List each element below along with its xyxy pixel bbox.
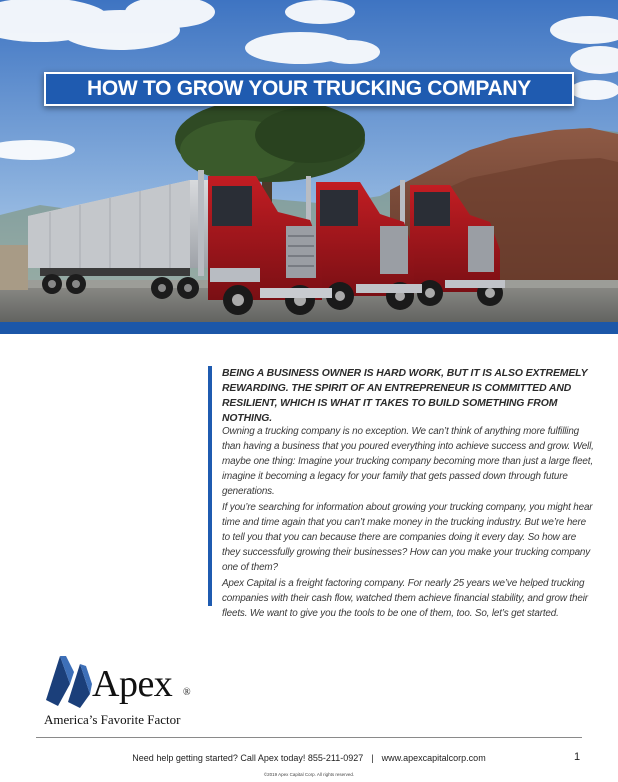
footer-website-link[interactable]: www.apexcapitalcorp.com <box>381 753 486 763</box>
hero-band <box>0 322 618 334</box>
footer-divider <box>36 737 582 738</box>
apex-logo <box>44 654 214 734</box>
title-banner <box>44 72 574 106</box>
page-number: 1 <box>574 751 581 763</box>
apex-mountain-icon <box>44 654 94 710</box>
footer-cta: Need help getting started? Call Apex today! 855-211-0927 <box>132 753 364 763</box>
photo-trucks-icon <box>0 0 618 334</box>
page-title: HOW TO GROW YOUR TRUCKING COMPANY <box>87 77 531 100</box>
body-paragraph: Owning a trucking company is no exception. We can’t think of anything more fulfilling than having a business that you poured everything into achieve success and grow. Well, maybe one thing: Imagine your trucking company becoming more than just a large fleet, imagine it becoming a legacy for your family that gets passed down through future generations. <box>222 426 594 497</box>
copyright-notice: ©2019 Apex Capital Corp. All rights reserved. <box>263 772 355 777</box>
hero-image <box>0 0 618 334</box>
footer-separator: | <box>371 753 374 763</box>
accent-bar <box>208 366 212 606</box>
body-paragraph: If you’re searching for information about growing your trucking company, you might hear time and time again that you can’t make money in the trucking industry. But we’re here to tell you that you can because there are companies doing it every day. So how are they successfully growing their businesses? How can you make your trucking company one of them? <box>222 502 593 573</box>
body-paragraph: Apex Capital is a freight factoring company. For nearly 25 years we’ve helped trucking companies with their cash flow, watched them achieve financial stability, and grow their fleets. We want to give you the tools to be one of them, too. So, let’s get started. <box>222 578 588 619</box>
lead-paragraph: BEING A BUSINESS OWNER IS HARD WORK, BUT IT IS ALSO EXTREMELY REWARDING. THE SPIRIT OF AN ENTREPRENEUR IS COMMITTED AND RESILIENT, WHICH IS WHAT IT TAKES TO BUILD SOMETHING FROM NOTHING. <box>222 368 588 424</box>
footer-contact <box>0 753 618 763</box>
logo-wordmark: Apex <box>92 663 173 705</box>
logo-tagline: America’s Favorite Factor <box>44 712 181 727</box>
registered-mark: ® <box>183 687 191 698</box>
